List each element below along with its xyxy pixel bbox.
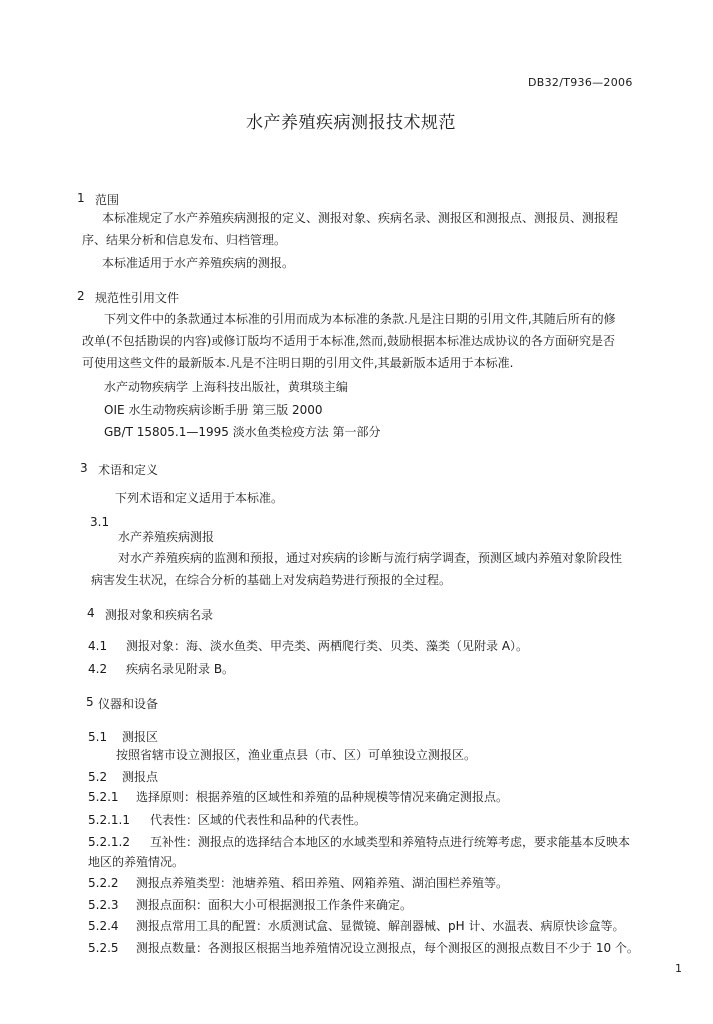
clause-number: 5.2 bbox=[88, 770, 108, 784]
term-name: 水产养殖疾病测报 bbox=[118, 530, 215, 544]
clause-text: 按照省辖市设立测报区，渔业重点县（市、区）可单独设立测报区。 bbox=[116, 748, 477, 762]
section-5-heading: 仪器和设备 bbox=[98, 697, 159, 711]
section-3-number: 3 bbox=[80, 461, 88, 475]
clause-text: 测报点养殖类型：池塘养殖、稻田养殖、网箱养殖、湖泊围栏养殖等。 bbox=[136, 876, 509, 890]
section-3-heading: 术语和定义 bbox=[98, 463, 159, 477]
section-1-paragraph-line: 序、结果分析和信息发布、归档管理。 bbox=[82, 233, 287, 247]
clause-number: 5.2.5 bbox=[88, 941, 119, 955]
clause-heading: 测报区 bbox=[122, 730, 159, 744]
clause-text: 选择原则：根据养殖的区域性和养殖的品种规模等情况来确定测报点。 bbox=[136, 790, 509, 804]
term-definition-line: 对水产养殖疾病的监测和预报，通过对疾病的诊断与流行病学调查，预测区域内养殖对象阶段性 bbox=[118, 551, 623, 565]
page-number: 1 bbox=[675, 962, 682, 975]
reference-item: 水产动物疾病学 上海科技出版社，黄琪琰主编 bbox=[104, 380, 348, 394]
section-2-number: 2 bbox=[77, 289, 85, 303]
clause-number: 5.2.1 bbox=[88, 790, 119, 804]
clause-heading: 测报点 bbox=[122, 770, 159, 784]
section-1-paragraph: 本标准适用于水产养殖疾病的测报。 bbox=[102, 256, 295, 270]
section-2-paragraph-line: 下列文件中的条款通过本标准的引用而成为本标准的条款.凡是注日期的引用文件,其随后所有的修 bbox=[104, 312, 616, 326]
clause-number: 4.1 bbox=[88, 639, 108, 653]
clause-number: 4.2 bbox=[88, 662, 108, 676]
clause-text: 测报点常用工具的配置：水质测试盒、显微镜、解剖器械、pH 计、水温表、病原快诊盒等。 bbox=[136, 919, 625, 933]
standard-code: DB32/T936—2006 bbox=[528, 76, 633, 89]
section-4-number: 4 bbox=[87, 606, 95, 620]
section-1-paragraph-line: 本标准规定了水产养殖疾病测报的定义、测报对象、疾病名录、测报区和测报点、测报员、测报程 bbox=[102, 211, 619, 225]
section-5-number: 5 bbox=[86, 695, 94, 709]
reference-item: OIE 水生动物疾病诊断手册 第三版 2000 bbox=[104, 403, 323, 417]
clause-text: 测报对象：海、淡水鱼类、甲壳类、两栖爬行类、贝类、藻类（见附录 A）。 bbox=[126, 639, 529, 653]
clause-number: 5.1 bbox=[88, 730, 108, 744]
clause-number: 5.2.1.1 bbox=[88, 813, 130, 827]
clause-number: 3.1 bbox=[90, 515, 110, 529]
document-title: 水产养殖疾病测报技术规范 bbox=[246, 113, 456, 133]
clause-text-line: 地区的养殖情况。 bbox=[88, 855, 185, 869]
section-1-number: 1 bbox=[77, 191, 85, 205]
reference-item: GB/T 15805.1—1995 淡水鱼类检疫方法 第一部分 bbox=[104, 425, 381, 439]
section-2-paragraph-line: 改单(不包括勘误的内容)或修订版均不适用于本标准,然而,鼓励根据本标准达成协议的各方面研究是否 bbox=[82, 334, 615, 348]
section-2-heading: 规范性引用文件 bbox=[95, 291, 180, 305]
clause-number: 5.2.1.2 bbox=[88, 835, 130, 849]
term-definition-line: 病害发生状况，在综合分析的基础上对发病趋势进行预报的全过程。 bbox=[91, 573, 452, 587]
section-2-paragraph-line: 可使用这些文件的最新版本.凡是不注明日期的引用文件,其最新版本适用于本标准. bbox=[82, 356, 514, 370]
clause-text: 代表性：区域的代表性和品种的代表性。 bbox=[150, 813, 367, 827]
section-3-intro: 下列术语和定义适用于本标准。 bbox=[115, 491, 284, 505]
clause-number: 5.2.2 bbox=[88, 876, 119, 890]
clause-number: 5.2.3 bbox=[88, 898, 119, 912]
section-1-heading: 范围 bbox=[95, 193, 120, 207]
clause-text: 疾病名录见附录 B。 bbox=[126, 662, 235, 676]
section-4-heading: 测报对象和疾病名录 bbox=[105, 608, 214, 622]
clause-text: 测报点数量：各测报区根据当地养殖情况设立测报点，每个测报区的测报点数目不少于 10 个。 bbox=[136, 941, 639, 955]
clause-text-line: 互补性：测报点的选择结合本地区的水域类型和养殖特点进行统筹考虑，要求能基本反映本 bbox=[150, 835, 631, 849]
clause-number: 5.2.4 bbox=[88, 919, 119, 933]
clause-text: 测报点面积：面积大小可根据测报工作条件来确定。 bbox=[136, 898, 413, 912]
